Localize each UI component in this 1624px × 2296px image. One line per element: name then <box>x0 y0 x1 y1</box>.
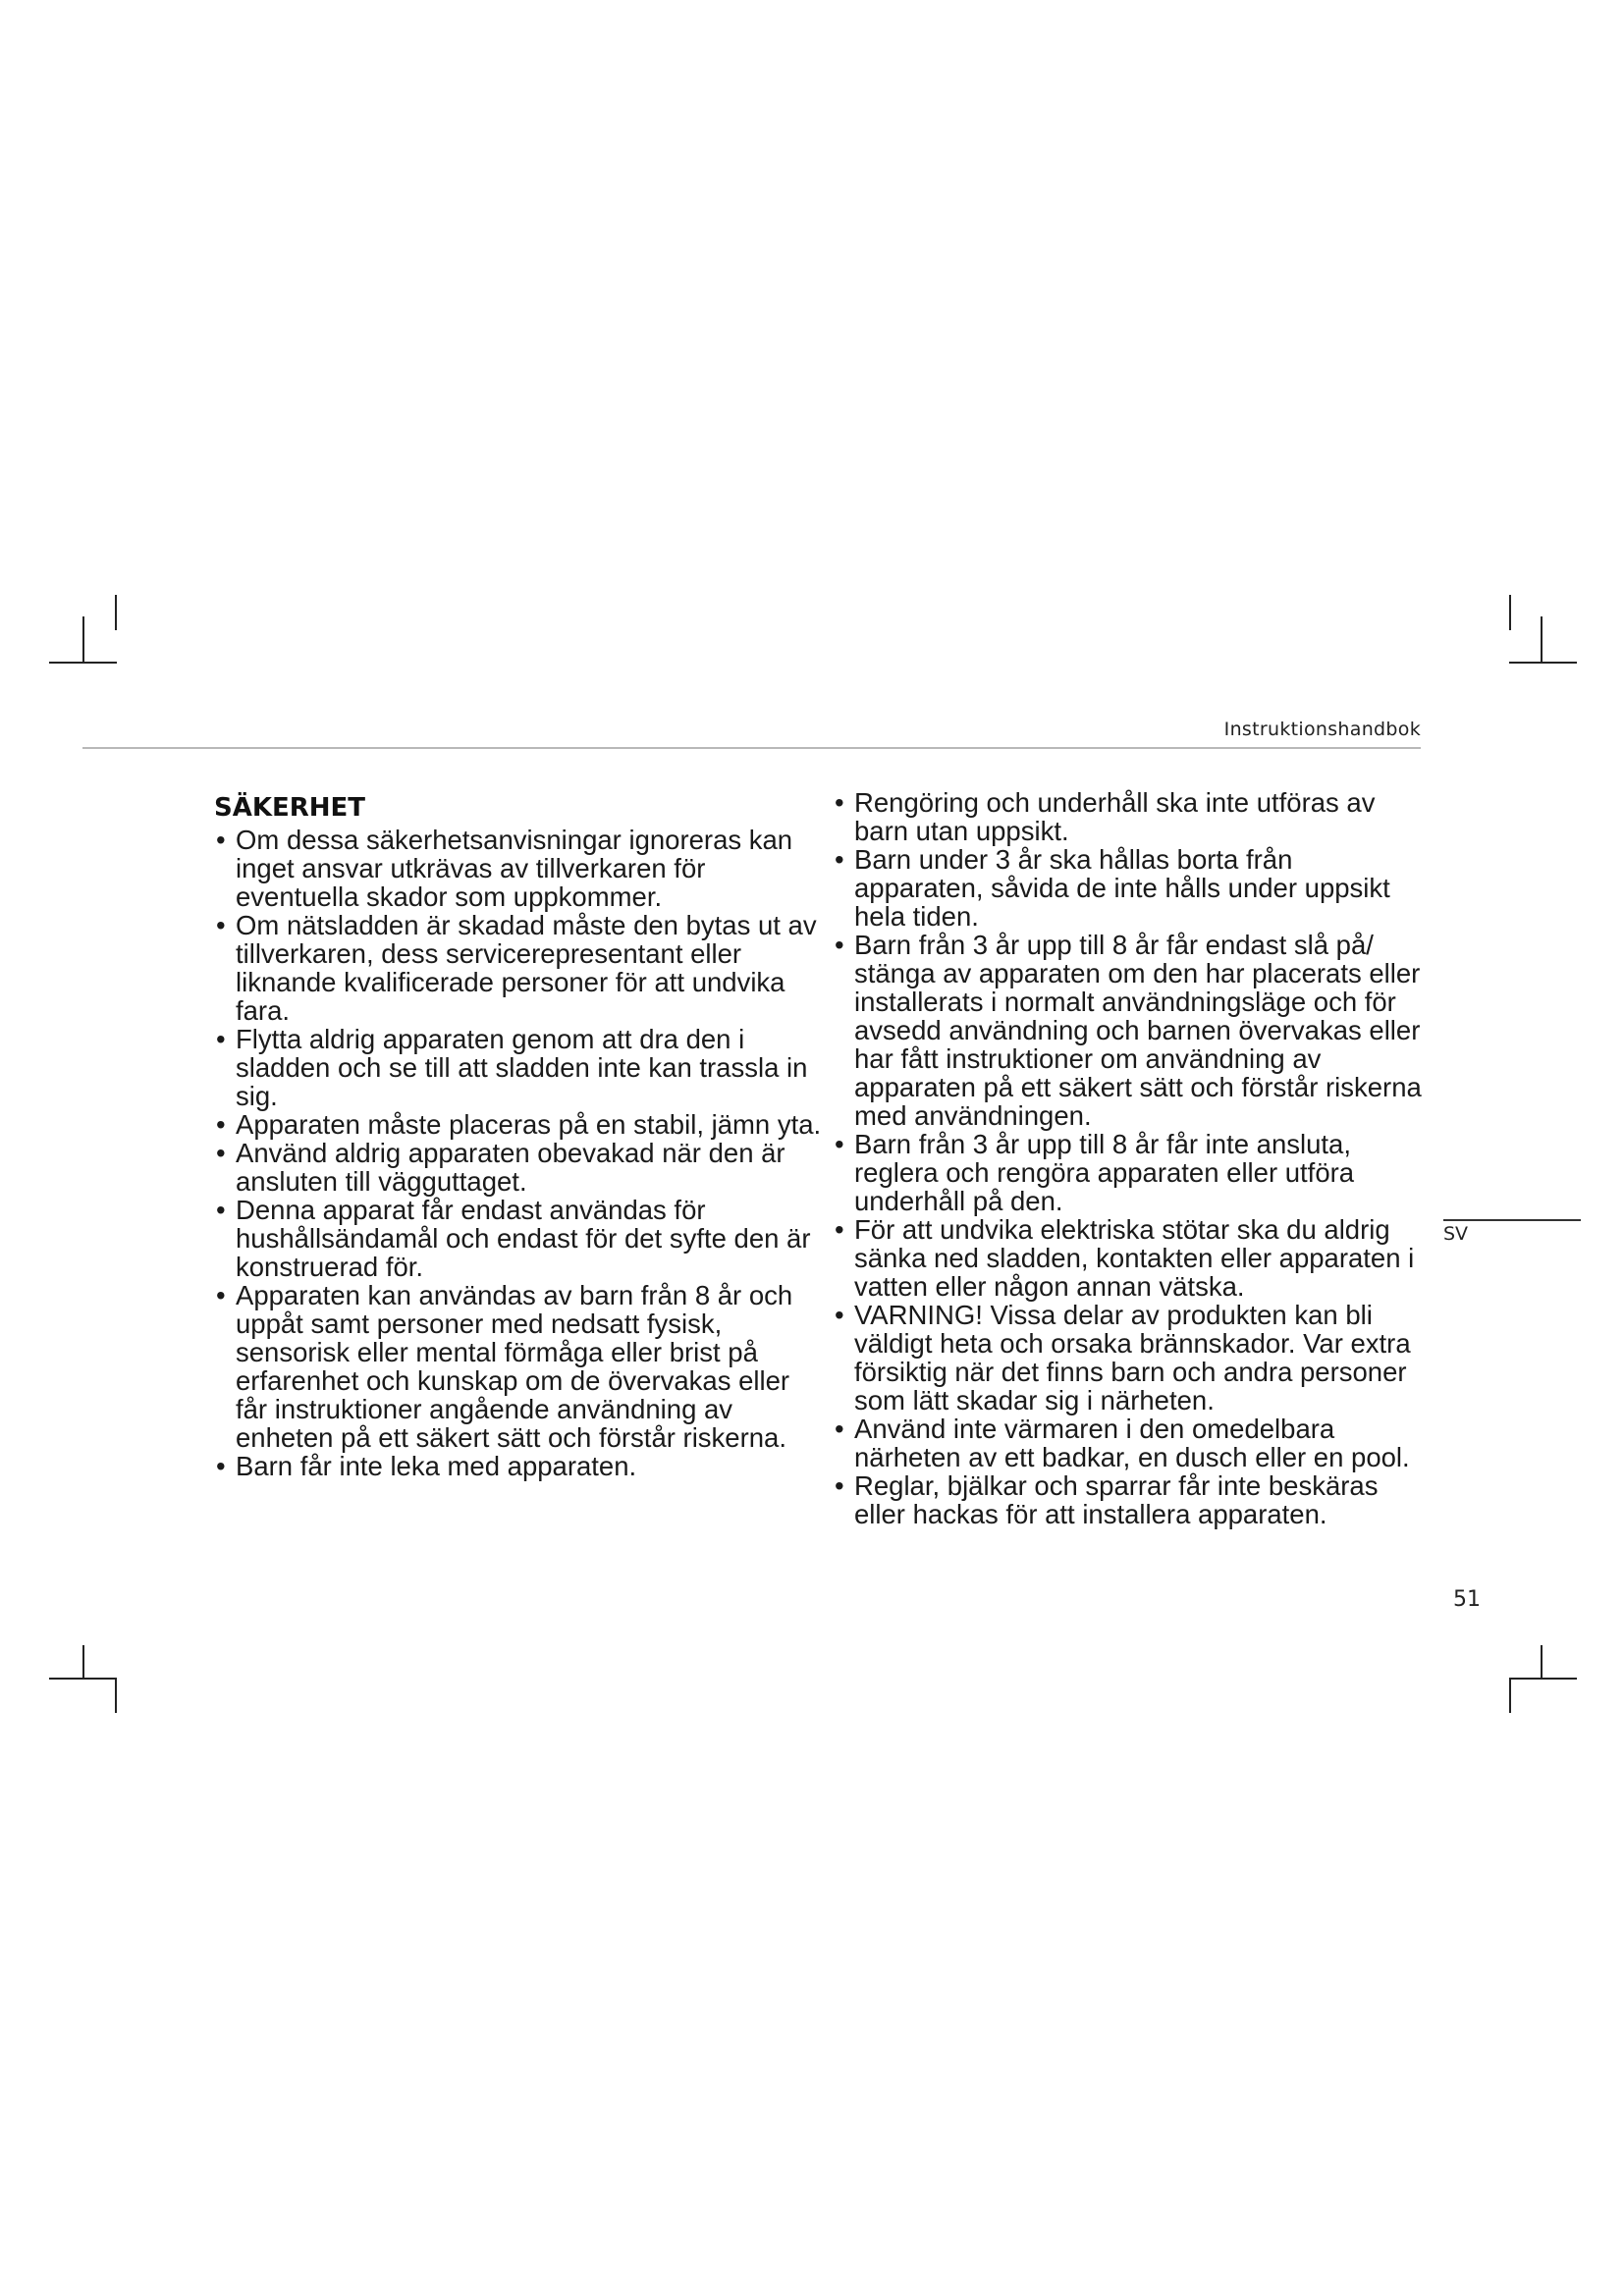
crop-mark-bottom-left-v <box>82 1645 84 1678</box>
crop-mark-top-left-v2 <box>115 595 117 630</box>
list-item: • För att undvika elektriska stötar ska du aldrig sänka ned sladden, kontakten eller apparaten i vatten eller någon annan vätska. <box>833 1215 1422 1301</box>
list-item: • Denna apparat får endast användas för hushållsändamål och endast för det syfte den är konstruerad för. <box>214 1196 823 1281</box>
crop-mark-bottom-left-v2 <box>115 1678 117 1713</box>
left-bullet-list <box>214 826 823 1480</box>
left-column <box>214 788 823 1480</box>
header-rule <box>82 747 1421 749</box>
right-bullet-list <box>833 788 1422 1528</box>
crop-mark-bottom-right-h <box>1509 1678 1577 1680</box>
crop-mark-top-right-v2 <box>1509 595 1511 630</box>
right-column <box>833 788 1422 1528</box>
crop-mark-bottom-right-v <box>1541 1645 1543 1678</box>
list-item: • Apparaten måste placeras på en stabil, jämn yta. <box>214 1110 823 1139</box>
list-item: • Flytta aldrig apparaten genom att dra den i sladden och se till att sladden inte kan trassla in sig. <box>214 1025 823 1110</box>
crop-mark-top-right-v <box>1541 616 1543 662</box>
list-item: • Om nätsladden är skadad måste den bytas ut av tillverkaren, dess servicerepresentant eller liknande kvalificerade personer för att undvika fara. <box>214 911 823 1025</box>
list-item: • Apparaten kan användas av barn från 8 år och uppåt samt personer med nedsatt fysisk, sensorisk eller mental förmåga eller brist på erfarenhet och kunskap om de övervakas eller får instruktioner angående användning av enheten på ett säkert sätt och förstår riskerna. <box>214 1281 823 1452</box>
list-item: • Barn från 3 år upp till 8 år får inte ansluta, reglera och rengöra apparaten eller utföra underhåll på den. <box>833 1130 1422 1215</box>
list-item: • Använd aldrig apparaten obevakad när den är ansluten till vägguttaget. <box>214 1139 823 1196</box>
list-item: • VARNING! Vissa delar av produkten kan bli väldigt heta och orsaka brännskador. Var extra försiktig när det finns barn och andra personer som lätt skadar sig i närheten. <box>833 1301 1422 1415</box>
list-item: • Rengöring och underhåll ska inte utföras av barn utan uppsikt. <box>833 788 1422 845</box>
crop-mark-top-right-h <box>1509 662 1577 664</box>
list-item: • Barn får inte leka med apparaten. <box>214 1452 823 1480</box>
crop-mark-top-left-h <box>49 662 117 664</box>
crop-mark-bottom-right-v2 <box>1509 1678 1511 1713</box>
crop-mark-bottom-left-h <box>49 1678 117 1680</box>
header-title: Instruktionshandbok <box>1223 719 1421 740</box>
list-item: • Reglar, bjälkar och sparrar får inte beskäras eller hackas för att installera apparaten. <box>833 1471 1422 1528</box>
list-item: • Barn under 3 år ska hållas borta från apparaten, såvida de inte hålls under uppsikt hela tiden. <box>833 845 1422 931</box>
list-item: • Barn från 3 år upp till 8 år får endast slå på/ stänga av apparaten om den har placerats eller installerats i normalt användningsläge och för avsedd användning och barnen övervakas eller har fått instruktioner om användning av apparaten på ett säkert sätt och förstår riskerna med användningen. <box>833 931 1422 1130</box>
crop-mark-top-left-v <box>82 616 84 662</box>
language-tab-rule <box>1443 1219 1581 1221</box>
page-number: 51 <box>1453 1587 1481 1612</box>
list-item: • Använd inte värmaren i den omedelbara närheten av ett badkar, en dusch eller en pool. <box>833 1415 1422 1471</box>
section-title: SÄKERHET <box>214 793 366 823</box>
language-label: SV <box>1443 1223 1469 1245</box>
list-item: • Om dessa säkerhetsanvisningar ignoreras kan inget ansvar utkrävas av tillverkaren för eventuella skador som uppkommer. <box>214 826 823 911</box>
